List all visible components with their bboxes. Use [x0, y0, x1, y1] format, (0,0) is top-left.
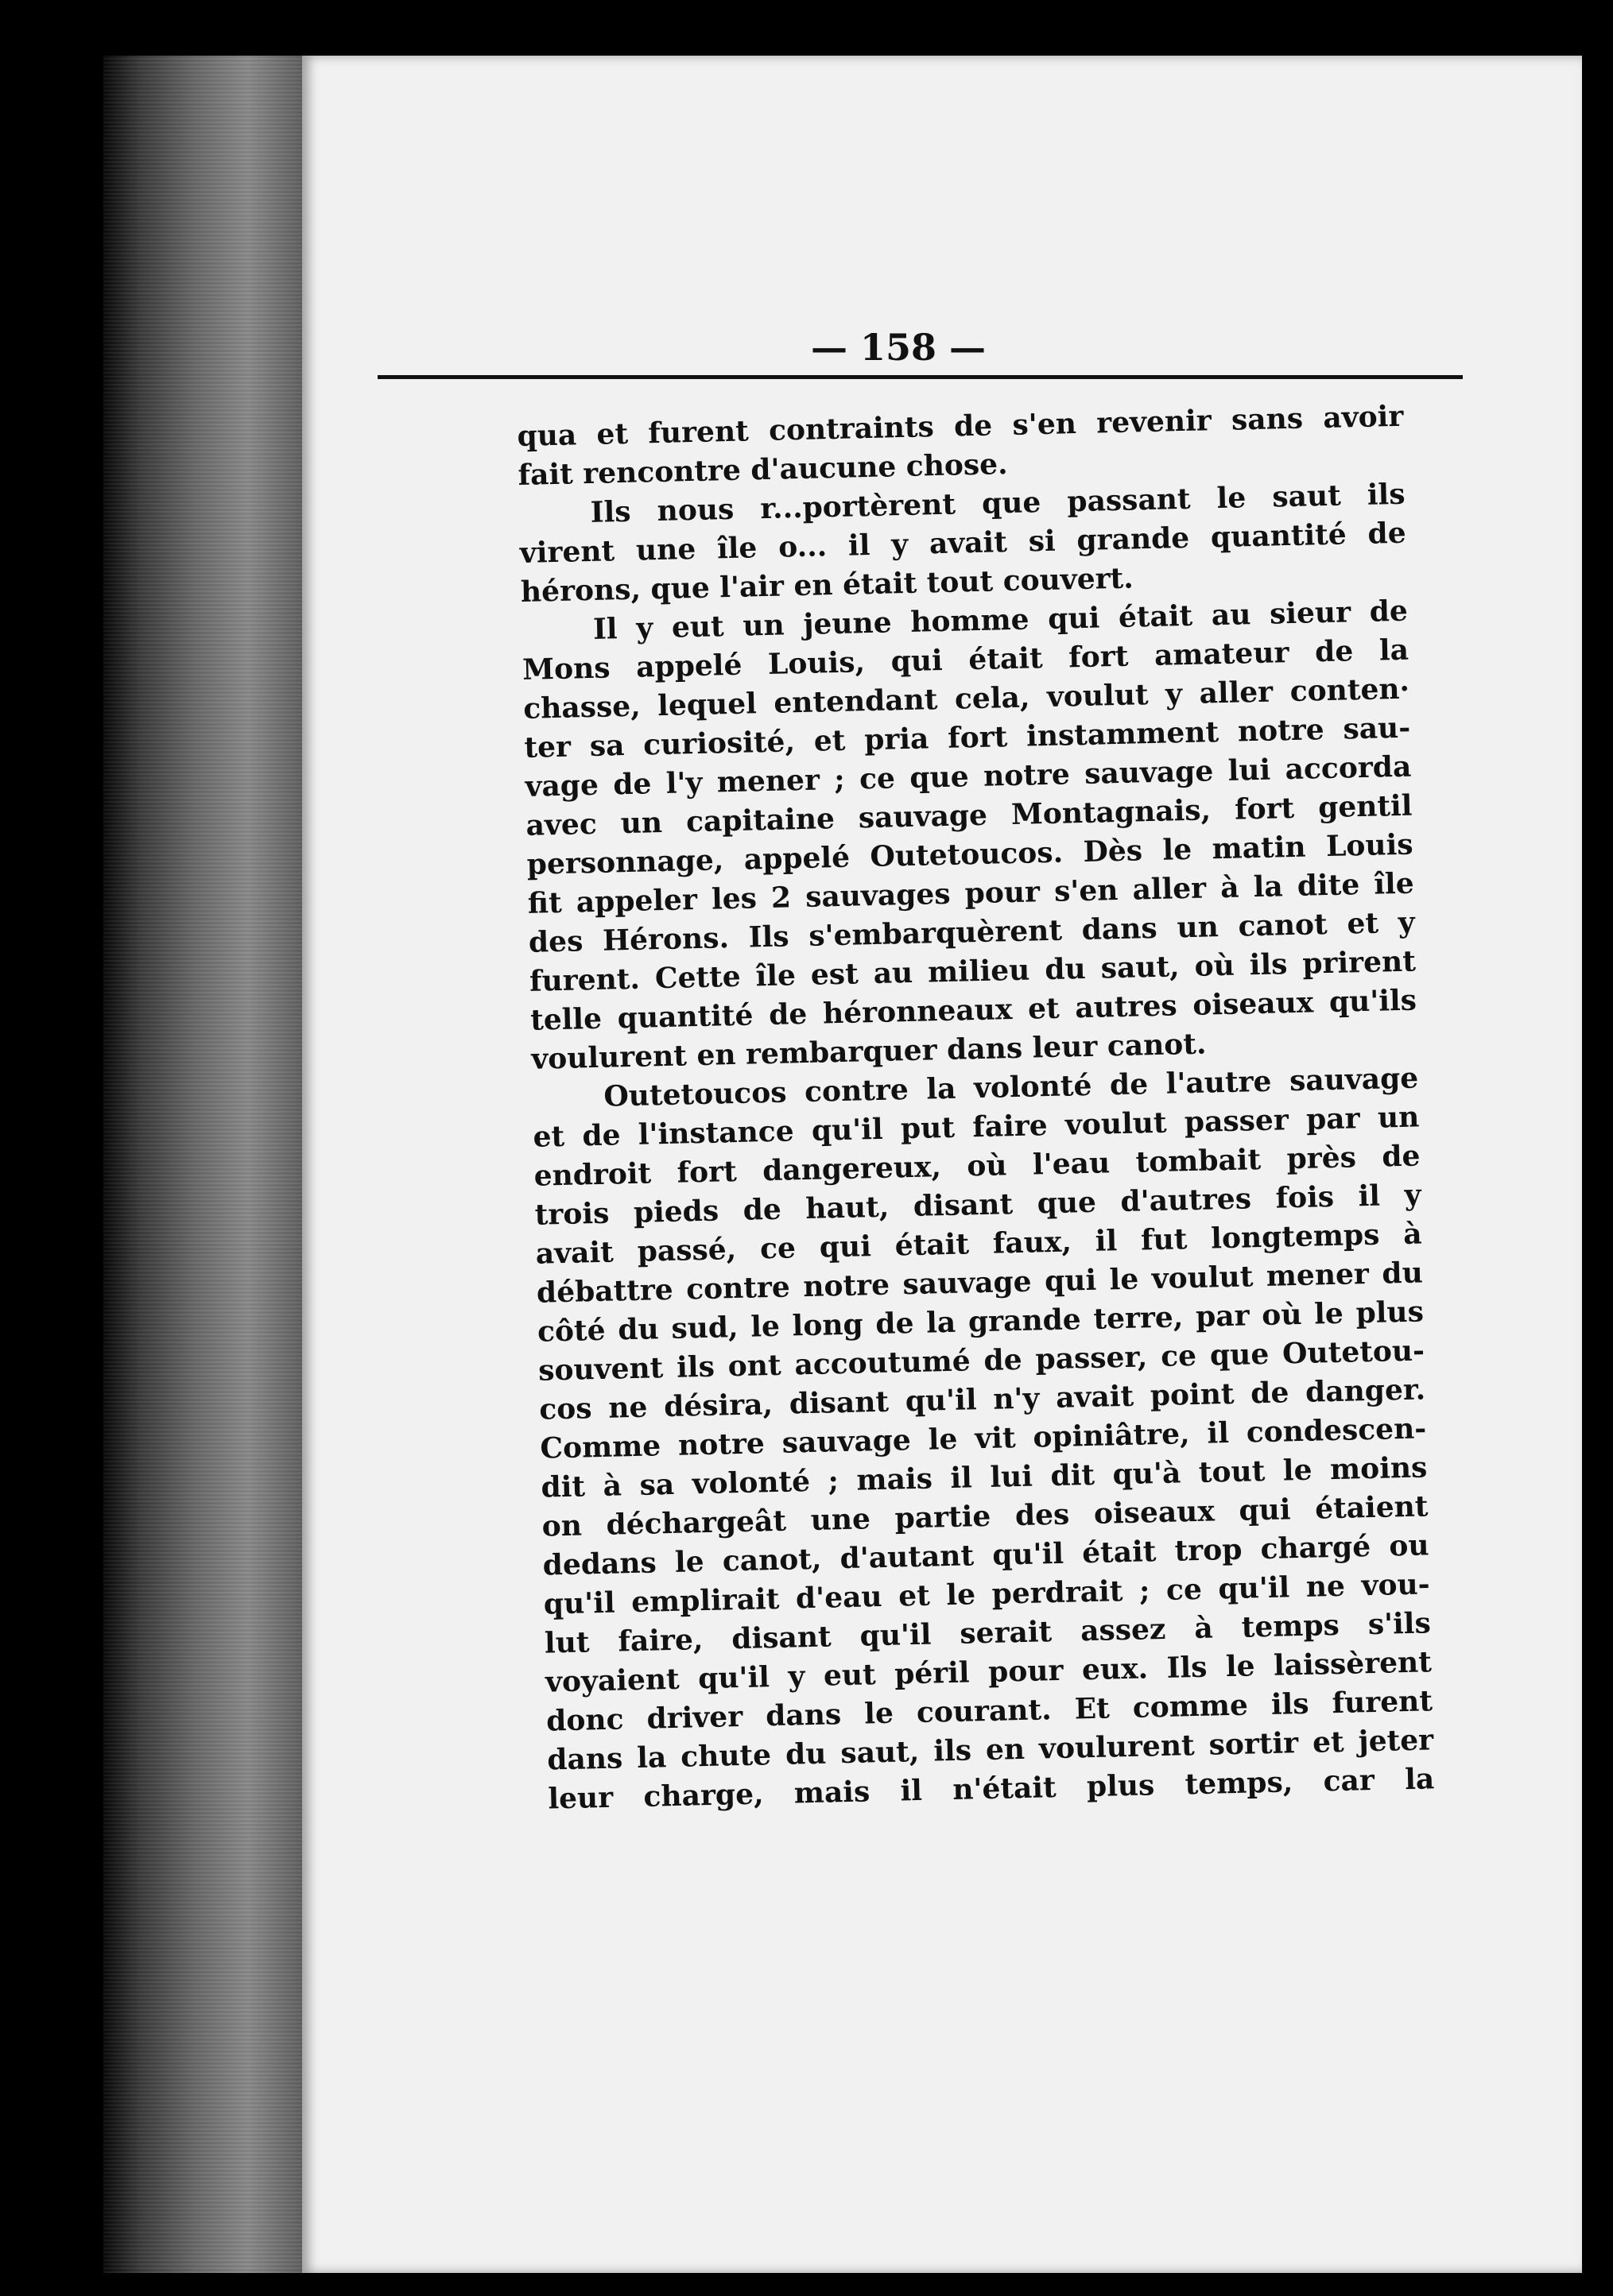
text-line: fait rencontre d'aucune chose. [518, 447, 1009, 492]
text-line: et de l'instance qu'il put faire voulut passer par un [533, 1100, 1420, 1154]
text-line: fit appeler les 2 sauvages pour s'en aller à la dite île [527, 866, 1415, 920]
header-rule [378, 375, 1463, 379]
text-line: avec un capitaine sauvage Montagnais, fort gentil [525, 788, 1413, 842]
text-line: voyaient qu'il y eut péril pour eux. Ils le laissèrent [545, 1645, 1433, 1699]
text-line: leur charge, mais il n'était plus temps, car la [547, 1762, 1435, 1816]
text-line: Ils nous r...portèrent que passant le saut ils [590, 477, 1406, 529]
text-line: vage de l'y mener ; ce que notre sauvage lui accorda [525, 749, 1412, 803]
text-line: ter sa curiosité, et pria fort instamment notre sau- [523, 710, 1411, 765]
text-line: avait passé, ce qui était faux, il fut longtemps à [535, 1217, 1423, 1271]
text-line: des Hérons. Ils s'embarquèrent dans un canot et y [528, 905, 1416, 959]
text-line: cos ne désira, disant qu'il n'y avait point de danger. [538, 1373, 1426, 1427]
book-page [302, 56, 1582, 2273]
text-line: furent. Cette île est au milieu du saut, où ils prirent [529, 944, 1417, 998]
text-line: souvent ils ont accoutumé de passer, ce que Outetou- [537, 1334, 1425, 1388]
text-line: Comme notre sauvage le vit opiniâtre, il condescen- [539, 1411, 1427, 1465]
text-line: débattre contre notre sauvage qui le voulut mener du [536, 1256, 1424, 1310]
text-line: voulurent en rembarquer dans leur canot. [530, 1027, 1207, 1076]
text-line: trois pieds de haut, disant que d'autres fois il y [534, 1178, 1421, 1232]
text-line: lut faire, disant qu'il serait assez à temps s'ils [544, 1606, 1432, 1660]
text-line: personnage, appelé Outetoucos. Dès le matin Louis [526, 827, 1413, 881]
text-line: telle quantité de héronneaux et autres oiseaux qu'ils [529, 983, 1417, 1037]
page-number: — 158 — [810, 326, 987, 369]
text-line: virent une île o... il y avait si grande quantité de [519, 516, 1407, 570]
text-line: dit à sa volonté ; mais il lui dit qu'à tout le moins [541, 1450, 1428, 1504]
text-line: Outetoucos contre la volonté de l'autre sauvage [603, 1061, 1419, 1113]
text-line: hérons, que l'air en était tout couvert. [520, 561, 1134, 609]
text-line: dedans le canot, d'autant qu'il était trop chargé ou [542, 1528, 1429, 1582]
text-line: côté du sud, le long de la grande terre, par où le plus [537, 1295, 1425, 1349]
text-line: Mons appelé Louis, qui était fort amateur de la [522, 633, 1409, 687]
body-text [517, 397, 1435, 1819]
text-line: qua et furent contraints de s'en revenir sans avoir [517, 399, 1404, 453]
text-line: dans la chute du saut, ils en voulurent sortir et jeter [546, 1723, 1434, 1777]
text-line: qu'il emplirait d'eau et le perdrait ; ce qu'il ne vou- [543, 1567, 1431, 1621]
text-line: donc driver dans le courant. Et comme ils furent [545, 1684, 1433, 1738]
text-line: chasse, lequel entendant cela, voulut y aller conten· [522, 672, 1410, 726]
text-line: Il y eut un jeune homme qui était au sieur de [592, 594, 1409, 646]
book-binding-edge [103, 56, 310, 2273]
text-line: endroit fort dangereux, où l'eau tombait près de [533, 1139, 1421, 1193]
text-line: on déchargeât une partie des oiseaux qui étaient [541, 1489, 1429, 1543]
